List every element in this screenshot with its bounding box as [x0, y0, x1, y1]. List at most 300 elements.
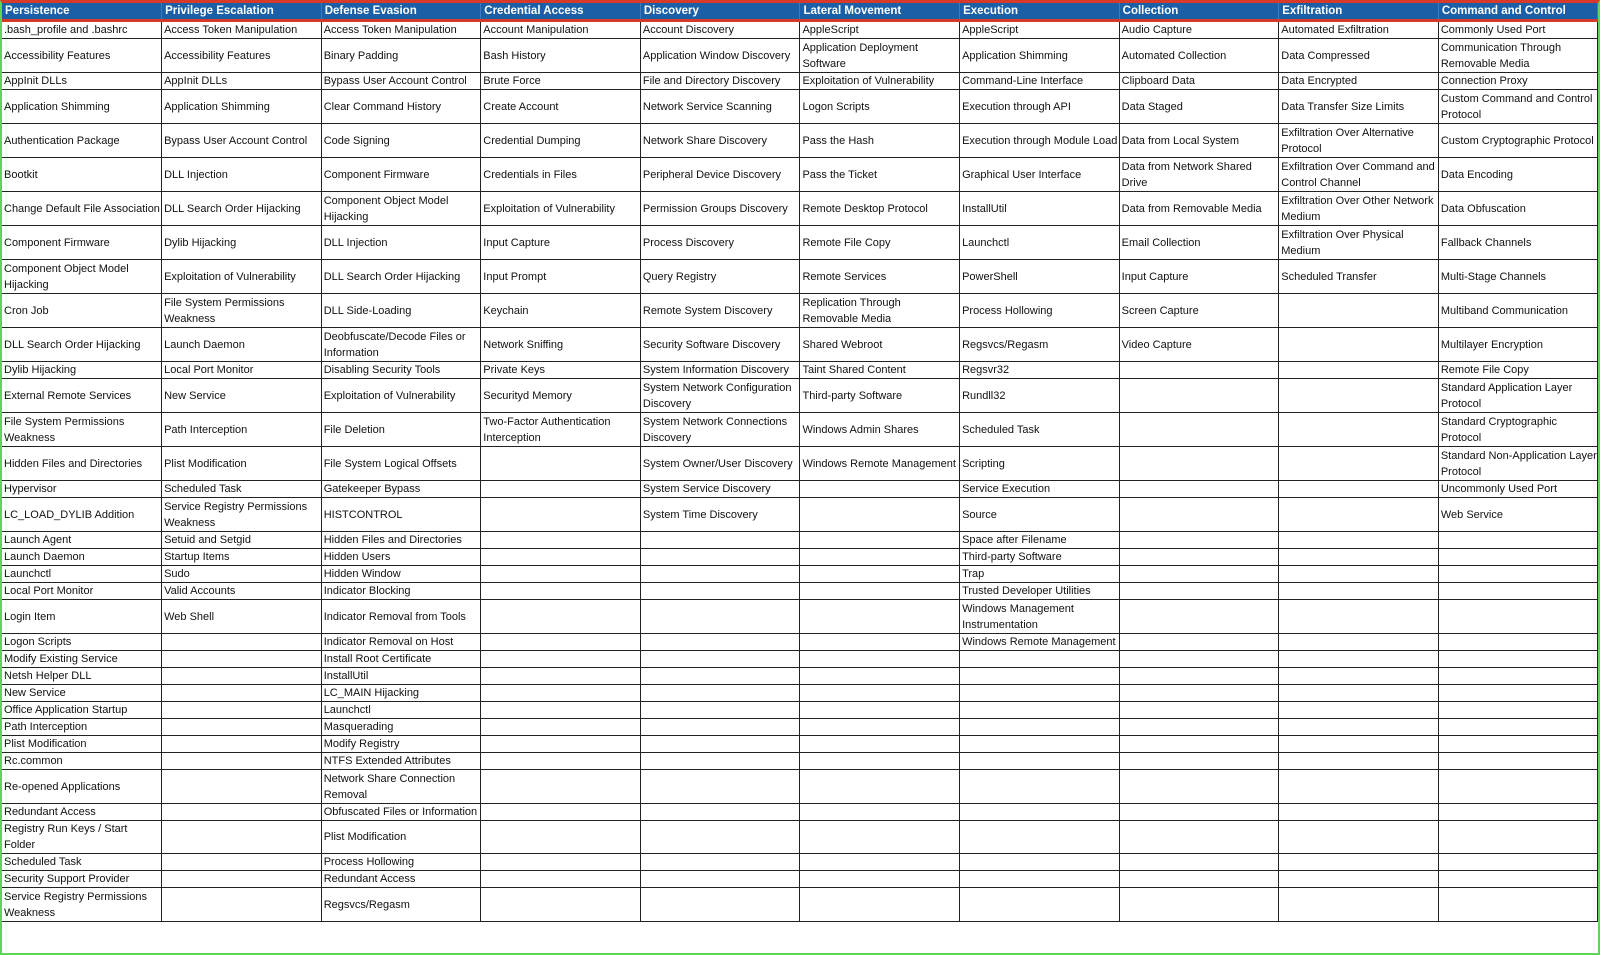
header-exfiltration[interactable]: Exfiltration: [1279, 3, 1439, 21]
technique-cell[interactable]: Create Account: [481, 90, 641, 124]
technique-cell: [1279, 685, 1439, 702]
technique-cell[interactable]: Launch Daemon: [2, 549, 162, 566]
technique-cell[interactable]: Uncommonly Used Port: [1438, 481, 1598, 498]
technique-cell[interactable]: DLL Search Order Hijacking: [2, 328, 162, 362]
technique-cell[interactable]: Network Share Discovery: [640, 124, 800, 158]
technique-cell[interactable]: File System Permissions Weakness: [162, 294, 322, 328]
technique-cell[interactable]: Data Obfuscation: [1438, 192, 1598, 226]
technique-cell: [1119, 854, 1279, 871]
technique-cell[interactable]: Hidden Window: [321, 566, 481, 583]
technique-cell[interactable]: Pass the Hash: [800, 124, 960, 158]
technique-cell[interactable]: Exploitation of Vulnerability: [481, 192, 641, 226]
technique-cell[interactable]: NTFS Extended Attributes: [321, 753, 481, 770]
technique-cell[interactable]: Hidden Files and Directories: [321, 532, 481, 549]
technique-cell[interactable]: Scheduled Transfer: [1279, 260, 1439, 294]
technique-cell[interactable]: Account Discovery: [640, 21, 800, 39]
technique-cell[interactable]: Indicator Removal from Tools: [321, 600, 481, 634]
technique-cell[interactable]: Web Shell: [162, 600, 322, 634]
technique-cell[interactable]: Hidden Users: [321, 549, 481, 566]
table-row: [2, 73, 1598, 90]
header-persistence[interactable]: Persistence: [2, 3, 162, 21]
technique-cell[interactable]: Windows Admin Shares: [800, 413, 960, 447]
technique-cell[interactable]: Exploitation of Vulnerability: [162, 260, 322, 294]
technique-cell[interactable]: LC_LOAD_DYLIB Addition: [2, 498, 162, 532]
technique-cell[interactable]: Exploitation of Vulnerability: [800, 73, 960, 90]
technique-cell[interactable]: InstallUtil: [321, 668, 481, 685]
technique-cell[interactable]: System Owner/User Discovery: [640, 447, 800, 481]
header-credential-access[interactable]: Credential Access: [481, 3, 641, 21]
technique-cell[interactable]: AppInit DLLs: [162, 73, 322, 90]
technique-cell[interactable]: Video Capture: [1119, 328, 1279, 362]
technique-cell[interactable]: Audio Capture: [1119, 21, 1279, 39]
technique-cell[interactable]: Graphical User Interface: [960, 158, 1120, 192]
technique-cell[interactable]: Code Signing: [321, 124, 481, 158]
technique-cell[interactable]: Exfiltration Over Alternative Protocol: [1279, 124, 1439, 158]
technique-cell[interactable]: Email Collection: [1119, 226, 1279, 260]
technique-cell[interactable]: Hidden Files and Directories: [2, 447, 162, 481]
technique-cell: [1279, 566, 1439, 583]
technique-cell[interactable]: Application Deployment Software: [800, 39, 960, 73]
table-row: [2, 634, 1598, 651]
matrix-body: [2, 21, 1598, 922]
technique-cell[interactable]: Security Support Provider: [2, 871, 162, 888]
technique-cell[interactable]: Redundant Access: [2, 804, 162, 821]
technique-cell[interactable]: Path Interception: [2, 719, 162, 736]
technique-cell: [800, 651, 960, 668]
technique-cell[interactable]: New Service: [162, 379, 322, 413]
technique-cell[interactable]: Peripheral Device Discovery: [640, 158, 800, 192]
technique-cell[interactable]: Input Capture: [1119, 260, 1279, 294]
technique-cell[interactable]: Sudo: [162, 566, 322, 583]
technique-cell[interactable]: Data from Removable Media: [1119, 192, 1279, 226]
technique-cell[interactable]: Data from Local System: [1119, 124, 1279, 158]
technique-cell[interactable]: Service Execution: [960, 481, 1120, 498]
technique-cell[interactable]: System Network Configuration Discovery: [640, 379, 800, 413]
technique-cell[interactable]: Re-opened Applications: [2, 770, 162, 804]
technique-cell[interactable]: Application Shimming: [960, 39, 1120, 73]
technique-cell: [1279, 294, 1439, 328]
technique-cell: [1119, 753, 1279, 770]
technique-cell[interactable]: Data Staged: [1119, 90, 1279, 124]
technique-cell: [1119, 871, 1279, 888]
technique-cell: [1279, 498, 1439, 532]
technique-cell[interactable]: Remote System Discovery: [640, 294, 800, 328]
table-row: [2, 192, 1598, 226]
table-row: [2, 566, 1598, 583]
technique-cell[interactable]: Process Hollowing: [960, 294, 1120, 328]
technique-cell[interactable]: Local Port Monitor: [162, 362, 322, 379]
technique-cell[interactable]: Securityd Memory: [481, 379, 641, 413]
technique-cell: [1279, 413, 1439, 447]
technique-cell[interactable]: Automated Exfiltration: [1279, 21, 1439, 39]
technique-cell[interactable]: Indicator Removal on Host: [321, 634, 481, 651]
technique-cell: [1119, 668, 1279, 685]
technique-cell[interactable]: Access Token Manipulation: [162, 21, 322, 39]
technique-cell: [1119, 379, 1279, 413]
technique-cell[interactable]: Windows Management Instrumentation: [960, 600, 1120, 634]
technique-cell[interactable]: Scheduled Task: [960, 413, 1120, 447]
technique-cell[interactable]: Data from Network Shared Drive: [1119, 158, 1279, 192]
technique-cell: [640, 532, 800, 549]
technique-cell: [481, 600, 641, 634]
technique-cell[interactable]: Multilayer Encryption: [1438, 328, 1598, 362]
technique-cell[interactable]: .bash_profile and .bashrc: [2, 21, 162, 39]
technique-cell: [1279, 447, 1439, 481]
technique-cell[interactable]: Regsvcs/Regasm: [960, 328, 1120, 362]
technique-cell[interactable]: DLL Injection: [321, 226, 481, 260]
technique-cell: [800, 685, 960, 702]
technique-cell[interactable]: Deobfuscate/Decode Files or Information: [321, 328, 481, 362]
technique-cell[interactable]: Plist Modification: [162, 447, 322, 481]
technique-cell[interactable]: Rc.common: [2, 753, 162, 770]
table-row: [2, 549, 1598, 566]
technique-cell: [481, 685, 641, 702]
technique-cell[interactable]: Process Discovery: [640, 226, 800, 260]
technique-cell[interactable]: Execution through API: [960, 90, 1120, 124]
technique-cell: [640, 668, 800, 685]
technique-cell[interactable]: AppleScript: [800, 21, 960, 39]
technique-cell[interactable]: Standard Application Layer Protocol: [1438, 379, 1598, 413]
technique-cell: [1438, 770, 1598, 804]
technique-cell[interactable]: PowerShell: [960, 260, 1120, 294]
technique-cell[interactable]: Bypass User Account Control: [321, 73, 481, 90]
technique-cell[interactable]: System Time Discovery: [640, 498, 800, 532]
technique-cell[interactable]: AppInit DLLs: [2, 73, 162, 90]
technique-cell[interactable]: Remote File Copy: [800, 226, 960, 260]
technique-cell[interactable]: Registry Run Keys / Start Folder: [2, 821, 162, 854]
technique-cell[interactable]: Private Keys: [481, 362, 641, 379]
technique-cell: [800, 583, 960, 600]
technique-cell: [1279, 736, 1439, 753]
technique-cell: [1279, 821, 1439, 854]
technique-cell: [1119, 685, 1279, 702]
technique-cell[interactable]: Access Token Manipulation: [321, 21, 481, 39]
header-privilege-escalation[interactable]: Privilege Escalation: [162, 3, 322, 21]
technique-cell[interactable]: Standard Cryptographic Protocol: [1438, 413, 1598, 447]
technique-cell[interactable]: Gatekeeper Bypass: [321, 481, 481, 498]
technique-cell[interactable]: Obfuscated Files or Information: [321, 804, 481, 821]
technique-cell: [1438, 583, 1598, 600]
technique-cell[interactable]: Exfiltration Over Physical Medium: [1279, 226, 1439, 260]
technique-cell: [1119, 362, 1279, 379]
technique-cell[interactable]: Launch Daemon: [162, 328, 322, 362]
technique-cell: [162, 804, 322, 821]
technique-cell[interactable]: Local Port Monitor: [2, 583, 162, 600]
technique-cell[interactable]: Windows Remote Management: [800, 447, 960, 481]
technique-cell[interactable]: Application Window Discovery: [640, 39, 800, 73]
technique-cell[interactable]: Third-party Software: [800, 379, 960, 413]
technique-cell[interactable]: Change Default File Association: [2, 192, 162, 226]
technique-cell[interactable]: Logon Scripts: [2, 634, 162, 651]
technique-cell[interactable]: Launch Agent: [2, 532, 162, 549]
technique-cell: [1279, 888, 1439, 922]
technique-cell: [162, 634, 322, 651]
technique-cell: [640, 719, 800, 736]
technique-cell[interactable]: Scheduled Task: [162, 481, 322, 498]
technique-cell[interactable]: Security Software Discovery: [640, 328, 800, 362]
technique-cell[interactable]: Component Object Model Hijacking: [321, 192, 481, 226]
technique-cell: [960, 668, 1120, 685]
technique-cell[interactable]: Valid Accounts: [162, 583, 322, 600]
technique-cell[interactable]: File System Logical Offsets: [321, 447, 481, 481]
table-row: [2, 600, 1598, 634]
technique-cell[interactable]: Data Transfer Size Limits: [1279, 90, 1439, 124]
technique-cell: [162, 719, 322, 736]
technique-cell[interactable]: Service Registry Permissions Weakness: [2, 888, 162, 922]
technique-cell[interactable]: DLL Injection: [162, 158, 322, 192]
technique-cell[interactable]: Remote File Copy: [1438, 362, 1598, 379]
technique-cell[interactable]: Windows Remote Management: [960, 634, 1120, 651]
technique-cell: [800, 854, 960, 871]
technique-cell[interactable]: InstallUtil: [960, 192, 1120, 226]
technique-cell[interactable]: Web Service: [1438, 498, 1598, 532]
technique-cell[interactable]: Scheduled Task: [2, 854, 162, 871]
table-row: [2, 651, 1598, 668]
technique-cell: [1438, 719, 1598, 736]
technique-cell[interactable]: New Service: [2, 685, 162, 702]
technique-cell: [640, 888, 800, 922]
technique-cell[interactable]: File Deletion: [321, 413, 481, 447]
technique-cell[interactable]: Brute Force: [481, 73, 641, 90]
technique-cell[interactable]: Remote Services: [800, 260, 960, 294]
technique-cell[interactable]: Accessibility Features: [2, 39, 162, 73]
technique-cell[interactable]: Command-Line Interface: [960, 73, 1120, 90]
technique-cell: [162, 753, 322, 770]
technique-cell[interactable]: Clipboard Data: [1119, 73, 1279, 90]
technique-cell[interactable]: Keychain: [481, 294, 641, 328]
technique-cell[interactable]: Shared Webroot: [800, 328, 960, 362]
technique-cell[interactable]: Bypass User Account Control: [162, 124, 322, 158]
technique-cell: [162, 651, 322, 668]
table-row: [2, 753, 1598, 770]
technique-cell[interactable]: Multiband Communication: [1438, 294, 1598, 328]
technique-cell[interactable]: System Network Connections Discovery: [640, 413, 800, 447]
technique-cell[interactable]: Exfiltration Over Command and Control Channel: [1279, 158, 1439, 192]
technique-cell: [481, 753, 641, 770]
technique-cell[interactable]: Connection Proxy: [1438, 73, 1598, 90]
technique-cell[interactable]: Plist Modification: [2, 736, 162, 753]
technique-cell[interactable]: Space after Filename: [960, 532, 1120, 549]
technique-cell[interactable]: Exploitation of Vulnerability: [321, 379, 481, 413]
header-discovery[interactable]: Discovery: [640, 3, 800, 21]
technique-cell: [960, 888, 1120, 922]
technique-cell[interactable]: Commonly Used Port: [1438, 21, 1598, 39]
technique-cell: [481, 583, 641, 600]
technique-cell[interactable]: Dylib Hijacking: [162, 226, 322, 260]
technique-cell[interactable]: Custom Command and Control Protocol: [1438, 90, 1598, 124]
technique-cell[interactable]: DLL Search Order Hijacking: [162, 192, 322, 226]
technique-cell[interactable]: Scripting: [960, 447, 1120, 481]
technique-cell[interactable]: Two-Factor Authentication Interception: [481, 413, 641, 447]
technique-cell[interactable]: Plist Modification: [321, 821, 481, 854]
technique-cell: [1438, 821, 1598, 854]
technique-cell[interactable]: LC_MAIN Hijacking: [321, 685, 481, 702]
table-row: [2, 447, 1598, 481]
technique-cell[interactable]: Path Interception: [162, 413, 322, 447]
technique-cell[interactable]: Permission Groups Discovery: [640, 192, 800, 226]
technique-cell: [640, 566, 800, 583]
technique-cell[interactable]: Pass the Ticket: [800, 158, 960, 192]
table-row: [2, 158, 1598, 192]
technique-cell[interactable]: Redundant Access: [321, 871, 481, 888]
table-row: [2, 702, 1598, 719]
technique-cell[interactable]: Component Firmware: [2, 226, 162, 260]
header-defense-evasion[interactable]: Defense Evasion: [321, 3, 481, 21]
technique-cell[interactable]: Query Registry: [640, 260, 800, 294]
header-collection[interactable]: Collection: [1119, 3, 1279, 21]
technique-cell[interactable]: Input Prompt: [481, 260, 641, 294]
technique-cell[interactable]: File and Directory Discovery: [640, 73, 800, 90]
technique-cell[interactable]: Component Object Model Hijacking: [2, 260, 162, 294]
technique-cell[interactable]: Authentication Package: [2, 124, 162, 158]
technique-cell: [1279, 854, 1439, 871]
technique-cell[interactable]: Replication Through Removable Media: [800, 294, 960, 328]
technique-cell: [1119, 821, 1279, 854]
technique-cell: [481, 871, 641, 888]
header-lateral-movement[interactable]: Lateral Movement: [800, 3, 960, 21]
technique-cell[interactable]: HISTCONTROL: [321, 498, 481, 532]
technique-cell[interactable]: Application Shimming: [2, 90, 162, 124]
technique-cell: [1119, 651, 1279, 668]
technique-cell[interactable]: Standard Non-Application Layer Protocol: [1438, 447, 1598, 481]
technique-cell[interactable]: Modify Existing Service: [2, 651, 162, 668]
technique-cell[interactable]: Data Compressed: [1279, 39, 1439, 73]
technique-cell: [1119, 719, 1279, 736]
table-row: [2, 260, 1598, 294]
technique-cell[interactable]: Launchctl: [2, 566, 162, 583]
technique-cell: [1119, 549, 1279, 566]
technique-cell[interactable]: Application Shimming: [162, 90, 322, 124]
technique-cell[interactable]: Exfiltration Over Other Network Medium: [1279, 192, 1439, 226]
technique-cell[interactable]: Hypervisor: [2, 481, 162, 498]
technique-cell[interactable]: Trusted Developer Utilities: [960, 583, 1120, 600]
technique-cell[interactable]: DLL Search Order Hijacking: [321, 260, 481, 294]
technique-cell[interactable]: Process Hollowing: [321, 854, 481, 871]
technique-cell[interactable]: Remote Desktop Protocol: [800, 192, 960, 226]
technique-cell[interactable]: External Remote Services: [2, 379, 162, 413]
technique-cell[interactable]: Communication Through Removable Media: [1438, 39, 1598, 73]
technique-cell: [1119, 804, 1279, 821]
technique-cell: [960, 871, 1120, 888]
technique-cell[interactable]: Setuid and Setgid: [162, 532, 322, 549]
technique-cell[interactable]: Masquerading: [321, 719, 481, 736]
table-row: [2, 821, 1598, 854]
technique-cell[interactable]: Install Root Certificate: [321, 651, 481, 668]
technique-cell[interactable]: Execution through Module Load: [960, 124, 1120, 158]
technique-cell[interactable]: Dylib Hijacking: [2, 362, 162, 379]
technique-cell[interactable]: Regsvr32: [960, 362, 1120, 379]
technique-cell: [1119, 702, 1279, 719]
header-execution[interactable]: Execution: [960, 3, 1120, 21]
technique-cell[interactable]: Data Encrypted: [1279, 73, 1439, 90]
table-row: [2, 226, 1598, 260]
technique-cell[interactable]: Modify Registry: [321, 736, 481, 753]
technique-cell: [481, 854, 641, 871]
technique-cell[interactable]: Taint Shared Content: [800, 362, 960, 379]
technique-cell[interactable]: Regsvcs/Regasm: [321, 888, 481, 922]
technique-cell: [640, 685, 800, 702]
header-command-and-control[interactable]: Command and Control: [1438, 3, 1598, 21]
technique-cell[interactable]: Multi-Stage Channels: [1438, 260, 1598, 294]
technique-cell: [800, 871, 960, 888]
technique-cell[interactable]: Startup Items: [162, 549, 322, 566]
table-row: [2, 668, 1598, 685]
technique-cell: [640, 753, 800, 770]
technique-cell: [481, 668, 641, 685]
technique-cell[interactable]: Bootkit: [2, 158, 162, 192]
technique-cell: [481, 498, 641, 532]
technique-cell[interactable]: Logon Scripts: [800, 90, 960, 124]
technique-cell[interactable]: Fallback Channels: [1438, 226, 1598, 260]
technique-cell: [1438, 888, 1598, 922]
table-row: [2, 413, 1598, 447]
technique-cell: [481, 532, 641, 549]
technique-cell: [800, 634, 960, 651]
technique-cell[interactable]: Third-party Software: [960, 549, 1120, 566]
technique-cell[interactable]: Binary Padding: [321, 39, 481, 73]
technique-cell[interactable]: Credentials in Files: [481, 158, 641, 192]
technique-cell: [1438, 804, 1598, 821]
technique-cell[interactable]: Clear Command History: [321, 90, 481, 124]
technique-cell[interactable]: Network Share Connection Removal: [321, 770, 481, 804]
technique-cell[interactable]: AppleScript: [960, 21, 1120, 39]
technique-cell: [1119, 481, 1279, 498]
technique-cell[interactable]: Network Service Scanning: [640, 90, 800, 124]
technique-cell[interactable]: Indicator Blocking: [321, 583, 481, 600]
technique-cell: [800, 498, 960, 532]
technique-cell[interactable]: Automated Collection: [1119, 39, 1279, 73]
technique-cell: [960, 651, 1120, 668]
technique-cell: [481, 651, 641, 668]
technique-cell[interactable]: Network Sniffing: [481, 328, 641, 362]
technique-cell[interactable]: System Service Discovery: [640, 481, 800, 498]
technique-cell[interactable]: Trap: [960, 566, 1120, 583]
technique-cell: [1119, 600, 1279, 634]
technique-cell[interactable]: Disabling Security Tools: [321, 362, 481, 379]
technique-cell[interactable]: Credential Dumping: [481, 124, 641, 158]
technique-cell: [1119, 736, 1279, 753]
technique-cell[interactable]: Component Firmware: [321, 158, 481, 192]
technique-cell[interactable]: Office Application Startup: [2, 702, 162, 719]
technique-cell[interactable]: Accessibility Features: [162, 39, 322, 73]
technique-cell[interactable]: Netsh Helper DLL: [2, 668, 162, 685]
technique-cell: [1279, 753, 1439, 770]
technique-cell[interactable]: File System Permissions Weakness: [2, 413, 162, 447]
technique-cell[interactable]: Bash History: [481, 39, 641, 73]
technique-cell: [162, 685, 322, 702]
technique-cell[interactable]: Rundll32: [960, 379, 1120, 413]
technique-cell[interactable]: DLL Side-Loading: [321, 294, 481, 328]
technique-cell[interactable]: Data Encoding: [1438, 158, 1598, 192]
table-row: [2, 481, 1598, 498]
technique-cell[interactable]: Launchctl: [321, 702, 481, 719]
technique-cell[interactable]: Cron Job: [2, 294, 162, 328]
technique-cell[interactable]: Service Registry Permissions Weakness: [162, 498, 322, 532]
technique-cell: [1279, 871, 1439, 888]
technique-cell: [481, 634, 641, 651]
technique-cell[interactable]: Input Capture: [481, 226, 641, 260]
technique-cell: [162, 871, 322, 888]
technique-cell[interactable]: Account Manipulation: [481, 21, 641, 39]
technique-cell[interactable]: Screen Capture: [1119, 294, 1279, 328]
technique-cell[interactable]: Login Item: [2, 600, 162, 634]
technique-cell[interactable]: Custom Cryptographic Protocol: [1438, 124, 1598, 158]
technique-cell[interactable]: Source: [960, 498, 1120, 532]
technique-cell: [960, 685, 1120, 702]
technique-cell[interactable]: Launchctl: [960, 226, 1120, 260]
table-row: [2, 736, 1598, 753]
technique-cell[interactable]: System Information Discovery: [640, 362, 800, 379]
